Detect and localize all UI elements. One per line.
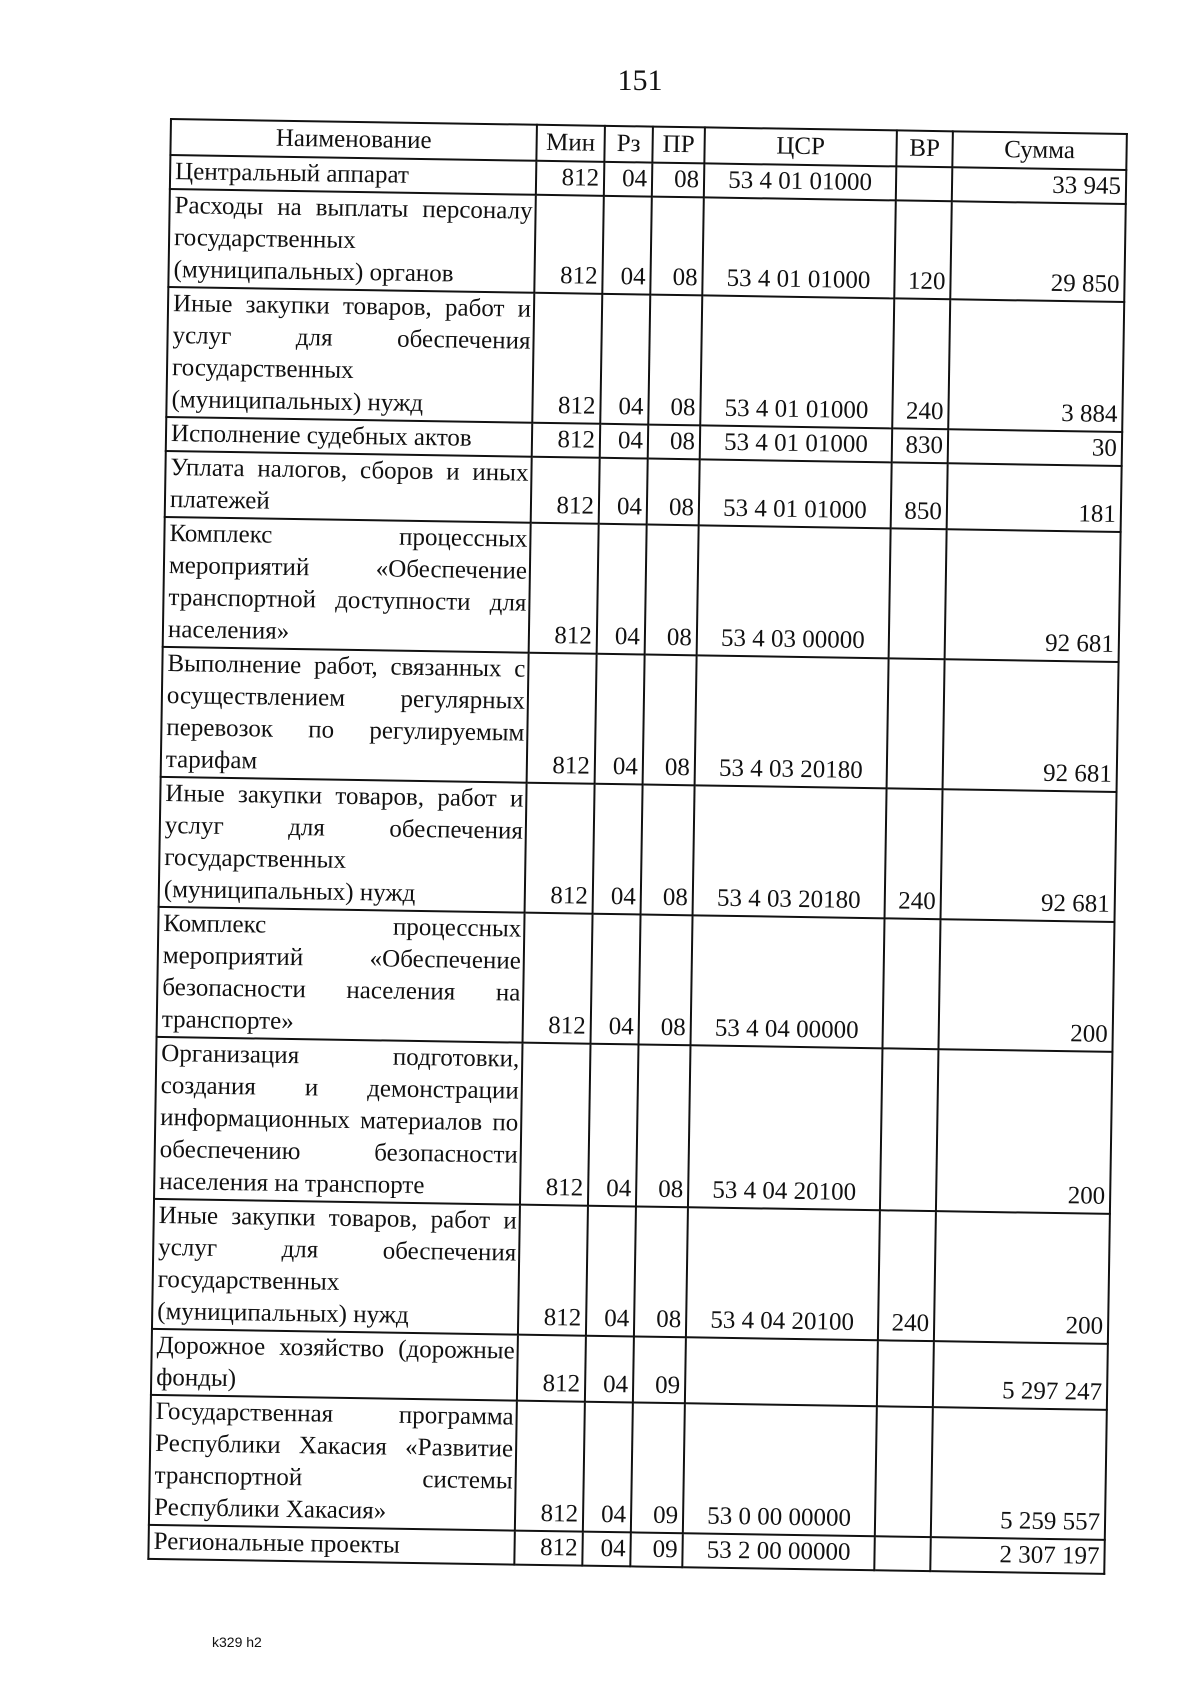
- cell-name: Государственная программа Республики Хакасия «Развитие транспортной системы Республики Хакасия»: [149, 1395, 517, 1531]
- cell-csr: [685, 1337, 878, 1406]
- table-body: [148, 155, 1126, 1574]
- budget-table-wrapper: [147, 118, 1128, 1575]
- cell-pr: 08: [648, 295, 702, 426]
- cell-pr: 08: [641, 785, 695, 916]
- cell-sum: 30: [948, 429, 1123, 466]
- cell-sum: 5 259 557: [931, 1407, 1107, 1540]
- cell-rz: 04: [588, 1044, 639, 1207]
- cell-min: 812: [532, 423, 601, 458]
- cell-name: Региональные проекты: [148, 1525, 514, 1565]
- footer-code: k329 h2: [212, 1634, 262, 1650]
- cell-name: Исполнение судебных актов: [166, 417, 532, 457]
- cell-csr: 53 4 01 01000: [700, 425, 893, 462]
- cell-name: Расходы на выплаты персоналу государственных (муниципальных) органов: [168, 189, 535, 293]
- header-min: Мин: [536, 125, 605, 162]
- cell-sum: 3 884: [948, 299, 1124, 432]
- cell-name: Иные закупки товаров, работ и услуг для обеспечения государственных (муниципальных) нужд: [152, 1199, 520, 1335]
- cell-csr: 53 0 00 00000: [683, 1403, 877, 1536]
- cell-rz: 04: [600, 294, 650, 425]
- cell-pr: 08: [647, 459, 700, 526]
- cell-csr: 53 4 03 00000: [697, 525, 891, 658]
- budget-table: [147, 118, 1128, 1575]
- cell-vr: 850: [891, 462, 948, 529]
- cell-vr: 240: [878, 1210, 936, 1341]
- cell-min: 812: [525, 783, 595, 914]
- cell-csr: 53 4 04 00000: [690, 915, 884, 1048]
- cell-sum: 92 681: [943, 659, 1119, 792]
- cell-vr: [896, 166, 953, 201]
- cell-rz: 04: [602, 196, 652, 295]
- table-row: [157, 907, 1115, 1052]
- cell-pr: 09: [633, 1336, 686, 1403]
- cell-pr: 08: [639, 914, 693, 1045]
- cell-sum: 29 850: [950, 201, 1126, 302]
- cell-sum: 200: [936, 1049, 1113, 1214]
- cell-vr: 240: [892, 298, 950, 429]
- cell-min: 812: [520, 1043, 591, 1206]
- cell-pr: 08: [645, 525, 699, 656]
- cell-rz: 04: [599, 458, 648, 525]
- header-name: Наименование: [170, 119, 537, 161]
- cell-vr: [875, 1406, 933, 1537]
- cell-pr: 08: [648, 425, 701, 460]
- cell-min: 812: [534, 195, 604, 294]
- table-row: [168, 189, 1125, 302]
- header-csr: ЦСР: [704, 127, 897, 166]
- cell-csr: 53 4 04 20100: [688, 1045, 883, 1210]
- cell-min: 812: [529, 523, 599, 654]
- cell-name: Центральный аппарат: [170, 155, 536, 195]
- table-row: [152, 1199, 1110, 1344]
- cell-csr: 53 4 01 01000: [699, 459, 892, 528]
- cell-rz: 04: [604, 162, 653, 197]
- cell-vr: [887, 658, 945, 789]
- cell-min: 812: [515, 1401, 585, 1532]
- cell-csr: 53 4 03 20180: [693, 785, 887, 918]
- header-sum: Сумма: [952, 131, 1127, 170]
- cell-min: 812: [532, 293, 602, 424]
- cell-name: Уплата налогов, сборов и иных платежей: [165, 451, 532, 523]
- table-row: [166, 287, 1124, 432]
- cell-name: Дорожное хозяйство (дорожные фонды): [151, 1329, 518, 1401]
- cell-min: 812: [531, 457, 600, 524]
- cell-pr: 08: [634, 1206, 688, 1337]
- cell-vr: [882, 918, 940, 1049]
- table-row: [149, 1395, 1107, 1540]
- cell-vr: [889, 528, 947, 659]
- cell-vr: 120: [894, 200, 952, 299]
- cell-min: 812: [517, 1335, 586, 1402]
- cell-name: Иные закупки товаров, работ и услуг для обеспечения государственных (муниципальных) нужд: [159, 777, 527, 913]
- cell-csr: 53 4 01 01000: [702, 197, 896, 298]
- cell-min: 812: [523, 913, 593, 1044]
- cell-name: Выполнение работ, связанных с осуществлением регулярных перевозок по регулируемым тарифам: [161, 647, 529, 783]
- cell-csr: 53 2 00 00000: [682, 1533, 875, 1570]
- cell-min: 812: [536, 161, 605, 196]
- cell-name: Комплекс процессных мероприятий «Обеспечение транспортной доступности для населения»: [163, 517, 531, 653]
- header-vr: ВР: [896, 130, 953, 167]
- cell-rz: 04: [595, 654, 645, 785]
- cell-pr: 08: [636, 1044, 691, 1207]
- cell-vr: [880, 1048, 939, 1211]
- cell-sum: 200: [938, 919, 1114, 1052]
- table-row: [159, 777, 1117, 922]
- cell-csr: 53 4 04 20100: [686, 1207, 880, 1340]
- cell-pr: 08: [652, 163, 705, 198]
- cell-min: 812: [527, 653, 597, 784]
- cell-vr: [874, 1536, 931, 1571]
- cell-rz: 04: [583, 1402, 633, 1533]
- page-number: 151: [617, 64, 663, 97]
- cell-rz: 04: [600, 424, 649, 459]
- cell-sum: 2 307 197: [930, 1537, 1105, 1574]
- cell-name: Комплекс процессных мероприятий «Обеспечение безопасности населения на транспорте»: [157, 907, 525, 1043]
- cell-csr: 53 4 01 01000: [700, 295, 894, 428]
- cell-sum: 181: [947, 463, 1122, 532]
- cell-vr: [877, 1340, 934, 1407]
- cell-rz: 04: [591, 914, 641, 1045]
- cell-vr: 830: [892, 428, 949, 463]
- table-row: [154, 1037, 1112, 1214]
- cell-rz: 04: [597, 524, 647, 655]
- header-pr: ПР: [652, 127, 705, 164]
- table-row: [161, 647, 1119, 792]
- cell-rz: 04: [586, 1206, 636, 1337]
- cell-pr: 08: [643, 655, 697, 786]
- cell-sum: 92 681: [941, 789, 1117, 922]
- cell-name: Организация подготовки, создания и демонстрации информационных материалов по обеспечению безопасности населения на транспорте: [154, 1037, 522, 1205]
- cell-pr: 09: [630, 1532, 683, 1567]
- cell-csr: 53 4 03 20180: [695, 655, 889, 788]
- cell-pr: 09: [631, 1402, 685, 1533]
- cell-sum: 92 681: [945, 529, 1121, 662]
- cell-vr: 240: [885, 788, 943, 919]
- cell-sum: 33 945: [952, 167, 1127, 204]
- cell-pr: 08: [650, 197, 704, 296]
- cell-sum: 200: [934, 1211, 1110, 1344]
- cell-min: 812: [518, 1205, 588, 1336]
- cell-rz: 04: [593, 784, 643, 915]
- cell-min: 812: [514, 1531, 583, 1566]
- cell-csr: 53 4 01 01000: [704, 163, 897, 200]
- header-rz: Рз: [604, 126, 653, 163]
- table-row: [163, 517, 1121, 662]
- cell-name: Иные закупки товаров, работ и услуг для обеспечения государственных (муниципальных) нужд: [166, 287, 534, 423]
- cell-rz: 04: [585, 1336, 634, 1403]
- cell-rz: 04: [582, 1532, 631, 1567]
- cell-sum: 5 297 247: [933, 1341, 1108, 1410]
